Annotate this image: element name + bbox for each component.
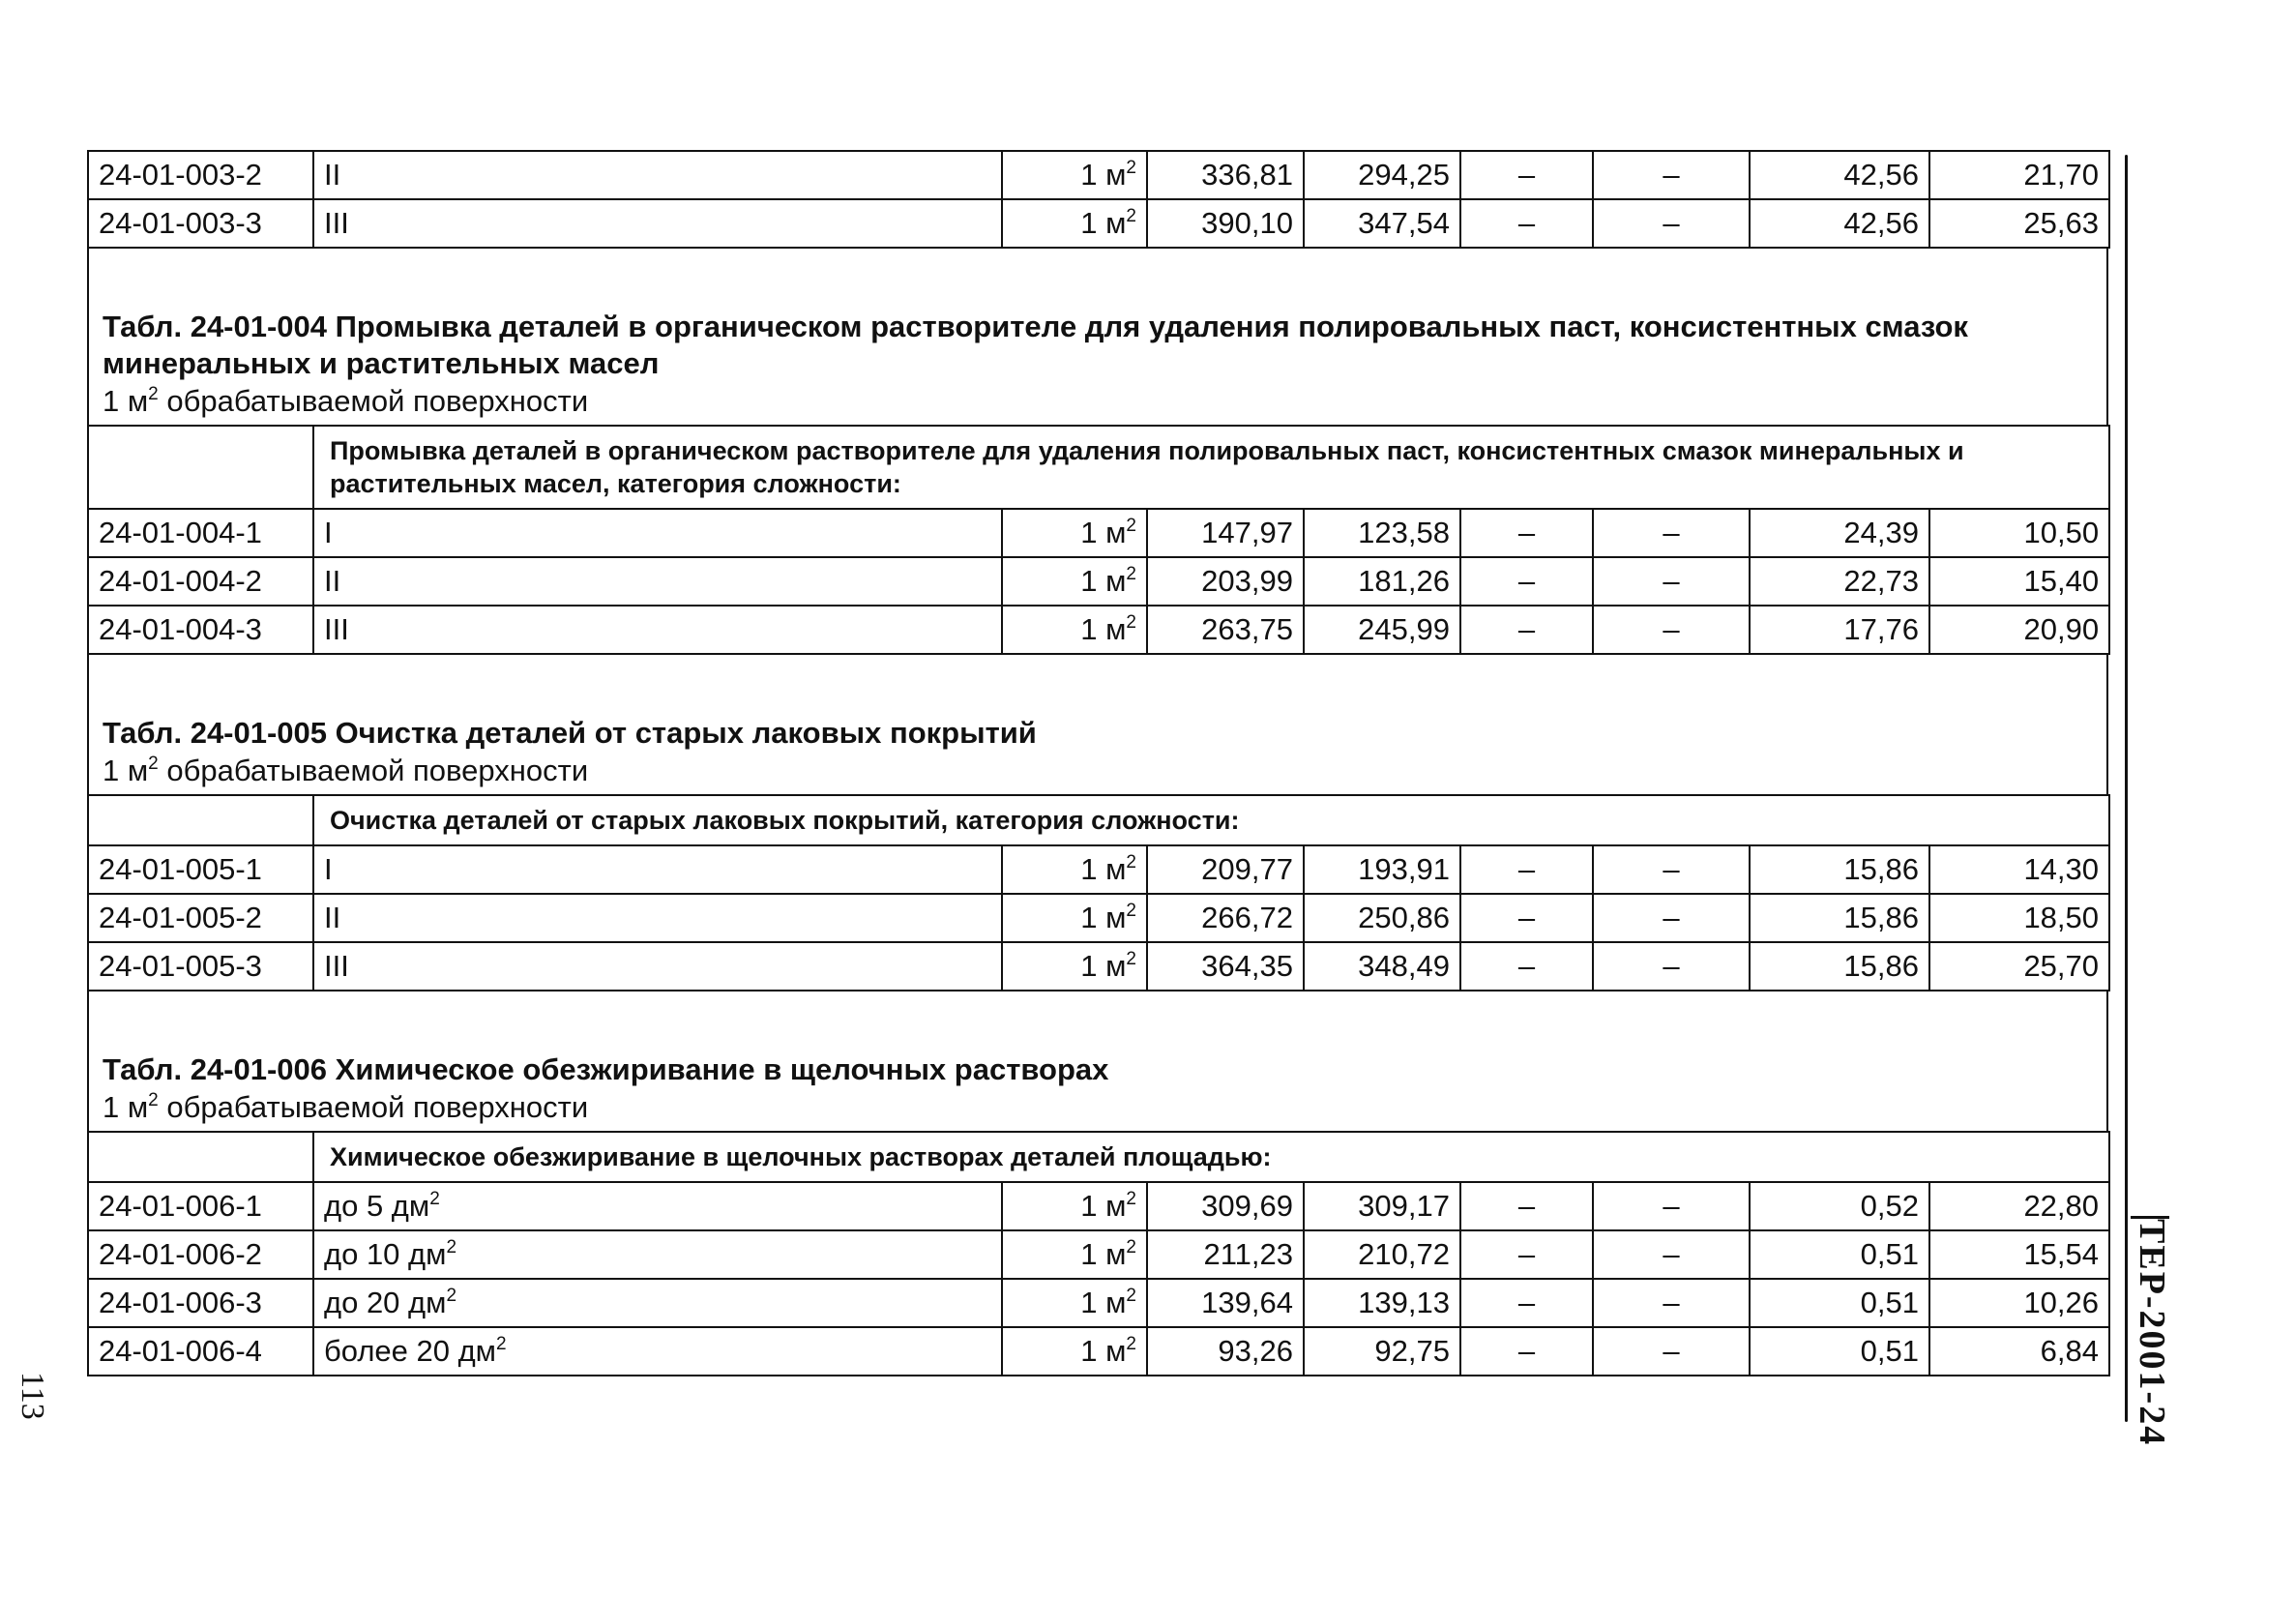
table-title: Табл. 24-01-004 Промывка деталей в органическом растворителе для удаления полировальных паст, консистентных смазок минеральных и растительных масел	[103, 310, 1968, 380]
row-value: –	[1460, 606, 1593, 654]
row-value: 193,91	[1304, 845, 1460, 894]
table-measure-unit: 1 $м^2$ обрабатываемой поверхности	[103, 384, 589, 418]
row-name: до 5 $дм^2$	[313, 1182, 1002, 1230]
row-value: 181,26	[1304, 557, 1460, 606]
row-value: 245,99	[1304, 606, 1460, 654]
row-value: –	[1460, 1279, 1593, 1327]
row-unit: 1 $м^2$	[1002, 1182, 1147, 1230]
row-code: 24-01-006-3	[88, 1279, 313, 1327]
row-code: 24-01-005-3	[88, 942, 313, 991]
row-name: II	[313, 557, 1002, 606]
row-value: –	[1593, 1182, 1750, 1230]
row-code: 24-01-004-1	[88, 509, 313, 557]
table-row	[88, 1279, 2109, 1327]
row-value: –	[1460, 151, 1593, 199]
row-value: 336,81	[1147, 151, 1304, 199]
row-code: 24-01-006-4	[88, 1327, 313, 1376]
row-value: –	[1593, 942, 1750, 991]
row-value: 347,54	[1304, 199, 1460, 248]
table-subheading: Промывка деталей в органическом растворителе для удаления полировальных паст, консистентных смазок минеральных и растительных масел, категория сложности:	[313, 426, 2109, 509]
subheading-empty-cell	[88, 426, 313, 509]
row-value: –	[1460, 845, 1593, 894]
subheading-empty-cell	[88, 795, 313, 845]
row-value: 390,10	[1147, 199, 1304, 248]
right-border-rule	[2125, 155, 2128, 1422]
row-unit: 1 $м^2$	[1002, 942, 1147, 991]
row-value: –	[1593, 199, 1750, 248]
table-row	[88, 894, 2109, 942]
row-value: –	[1593, 606, 1750, 654]
row-value: –	[1460, 942, 1593, 991]
table-measure-unit: 1 $м^2$ обрабатываемой поверхности	[103, 754, 589, 787]
row-value: 263,75	[1147, 606, 1304, 654]
row-value: 0,51	[1750, 1327, 1929, 1376]
row-value: 22,73	[1750, 557, 1929, 606]
row-value: 21,70	[1929, 151, 2109, 199]
rate-table	[87, 794, 2110, 991]
row-name: II	[313, 894, 1002, 942]
table-row	[88, 845, 2109, 894]
row-value: –	[1593, 151, 1750, 199]
row-value: –	[1593, 1279, 1750, 1327]
row-unit: 1 $м^2$	[1002, 509, 1147, 557]
row-value: 139,13	[1304, 1279, 1460, 1327]
row-value: 24,39	[1750, 509, 1929, 557]
row-value: –	[1460, 199, 1593, 248]
table-row	[88, 557, 2109, 606]
row-unit: 1 $м^2$	[1002, 1230, 1147, 1279]
row-value: 20,90	[1929, 606, 2109, 654]
row-value: 309,17	[1304, 1182, 1460, 1230]
row-value: 0,52	[1750, 1182, 1929, 1230]
row-code: 24-01-006-2	[88, 1230, 313, 1279]
rate-table	[87, 425, 2110, 655]
row-unit: 1 $м^2$	[1002, 1279, 1147, 1327]
row-name: III	[313, 199, 1002, 248]
table-measure-unit: 1 $м^2$ обрабатываемой поверхности	[103, 1090, 589, 1124]
table-caption	[87, 991, 2108, 1131]
row-value: –	[1593, 894, 1750, 942]
row-unit: 1 $м^2$	[1002, 199, 1147, 248]
table-24-01-003-continuation	[87, 150, 2110, 249]
row-name: до 10 $дм^2$	[313, 1230, 1002, 1279]
row-name: до 20 $дм^2$	[313, 1279, 1002, 1327]
table-row	[88, 1182, 2109, 1230]
row-value: –	[1460, 1182, 1593, 1230]
row-value: 139,64	[1147, 1279, 1304, 1327]
row-unit: 1 $м^2$	[1002, 151, 1147, 199]
rate-table	[87, 1131, 2110, 1376]
row-unit: 1 $м^2$	[1002, 894, 1147, 942]
row-value: 93,26	[1147, 1327, 1304, 1376]
row-value: 18,50	[1929, 894, 2109, 942]
page-number: 113	[15, 1372, 50, 1420]
table-row	[88, 199, 2109, 248]
row-value: 123,58	[1304, 509, 1460, 557]
row-code: 24-01-003-3	[88, 199, 313, 248]
row-value: 0,51	[1750, 1230, 1929, 1279]
table-subheading-row	[88, 795, 2109, 845]
row-code: 24-01-005-2	[88, 894, 313, 942]
table-row	[88, 151, 2109, 199]
row-value: 203,99	[1147, 557, 1304, 606]
row-unit: 1 $м^2$	[1002, 557, 1147, 606]
row-value: 17,76	[1750, 606, 1929, 654]
row-value: 42,56	[1750, 151, 1929, 199]
row-value: 209,77	[1147, 845, 1304, 894]
row-value: 147,97	[1147, 509, 1304, 557]
row-value: 10,26	[1929, 1279, 2109, 1327]
row-value: –	[1593, 1327, 1750, 1376]
row-value: 364,35	[1147, 942, 1304, 991]
subheading-empty-cell	[88, 1132, 313, 1182]
row-value: 15,86	[1750, 894, 1929, 942]
table-title: Табл. 24-01-006 Химическое обезжиривание в щелочных растворах	[103, 1052, 1109, 1086]
row-value: 15,54	[1929, 1230, 2109, 1279]
table-caption	[87, 655, 2108, 794]
row-value: 10,50	[1929, 509, 2109, 557]
row-value: 210,72	[1304, 1230, 1460, 1279]
row-unit: 1 $м^2$	[1002, 845, 1147, 894]
table-row	[88, 1327, 2109, 1376]
row-value: 0,51	[1750, 1279, 1929, 1327]
row-value: –	[1593, 1230, 1750, 1279]
table-subheading: Химическое обезжиривание в щелочных растворах деталей площадью:	[313, 1132, 2109, 1182]
row-value: –	[1460, 894, 1593, 942]
row-name: II	[313, 151, 1002, 199]
row-name: более 20 $дм^2$	[313, 1327, 1002, 1376]
row-value: 294,25	[1304, 151, 1460, 199]
row-value: 15,86	[1750, 942, 1929, 991]
row-code: 24-01-004-3	[88, 606, 313, 654]
row-value: 22,80	[1929, 1182, 2109, 1230]
table-row	[88, 942, 2109, 991]
row-value: 6,84	[1929, 1327, 2109, 1376]
row-value: –	[1460, 1327, 1593, 1376]
row-value: 15,86	[1750, 845, 1929, 894]
row-code: 24-01-004-2	[88, 557, 313, 606]
row-value: 250,86	[1304, 894, 1460, 942]
row-unit: 1 $м^2$	[1002, 606, 1147, 654]
row-value: 348,49	[1304, 942, 1460, 991]
row-value: 92,75	[1304, 1327, 1460, 1376]
row-value: 25,63	[1929, 199, 2109, 248]
row-value: 266,72	[1147, 894, 1304, 942]
table-row	[88, 1230, 2109, 1279]
table-subheading: Очистка деталей от старых лаковых покрытий, категория сложности:	[313, 795, 2109, 845]
row-value: 42,56	[1750, 199, 1929, 248]
row-unit: 1 $м^2$	[1002, 1327, 1147, 1376]
side-document-title: ТЕР-2001-24	[2132, 1219, 2172, 1447]
table-subheading-row	[88, 1132, 2109, 1182]
row-value: 25,70	[1929, 942, 2109, 991]
row-value: –	[1460, 509, 1593, 557]
row-code: 24-01-005-1	[88, 845, 313, 894]
table-row	[88, 606, 2109, 654]
row-value: –	[1593, 557, 1750, 606]
row-value: 15,40	[1929, 557, 2109, 606]
row-value: 211,23	[1147, 1230, 1304, 1279]
row-value: 14,30	[1929, 845, 2109, 894]
row-value: 309,69	[1147, 1182, 1304, 1230]
table-row	[88, 509, 2109, 557]
row-value: –	[1460, 1230, 1593, 1279]
table-title: Табл. 24-01-005 Очистка деталей от старых лаковых покрытий	[103, 716, 1037, 750]
row-value: –	[1460, 557, 1593, 606]
row-name: III	[313, 942, 1002, 991]
row-code: 24-01-006-1	[88, 1182, 313, 1230]
row-name: I	[313, 509, 1002, 557]
table-subheading-row	[88, 426, 2109, 509]
row-value: –	[1593, 845, 1750, 894]
rate-table-sheet	[87, 150, 2108, 1376]
row-name: I	[313, 845, 1002, 894]
row-name: III	[313, 606, 1002, 654]
table-caption	[87, 249, 2108, 425]
row-value: –	[1593, 509, 1750, 557]
row-code: 24-01-003-2	[88, 151, 313, 199]
